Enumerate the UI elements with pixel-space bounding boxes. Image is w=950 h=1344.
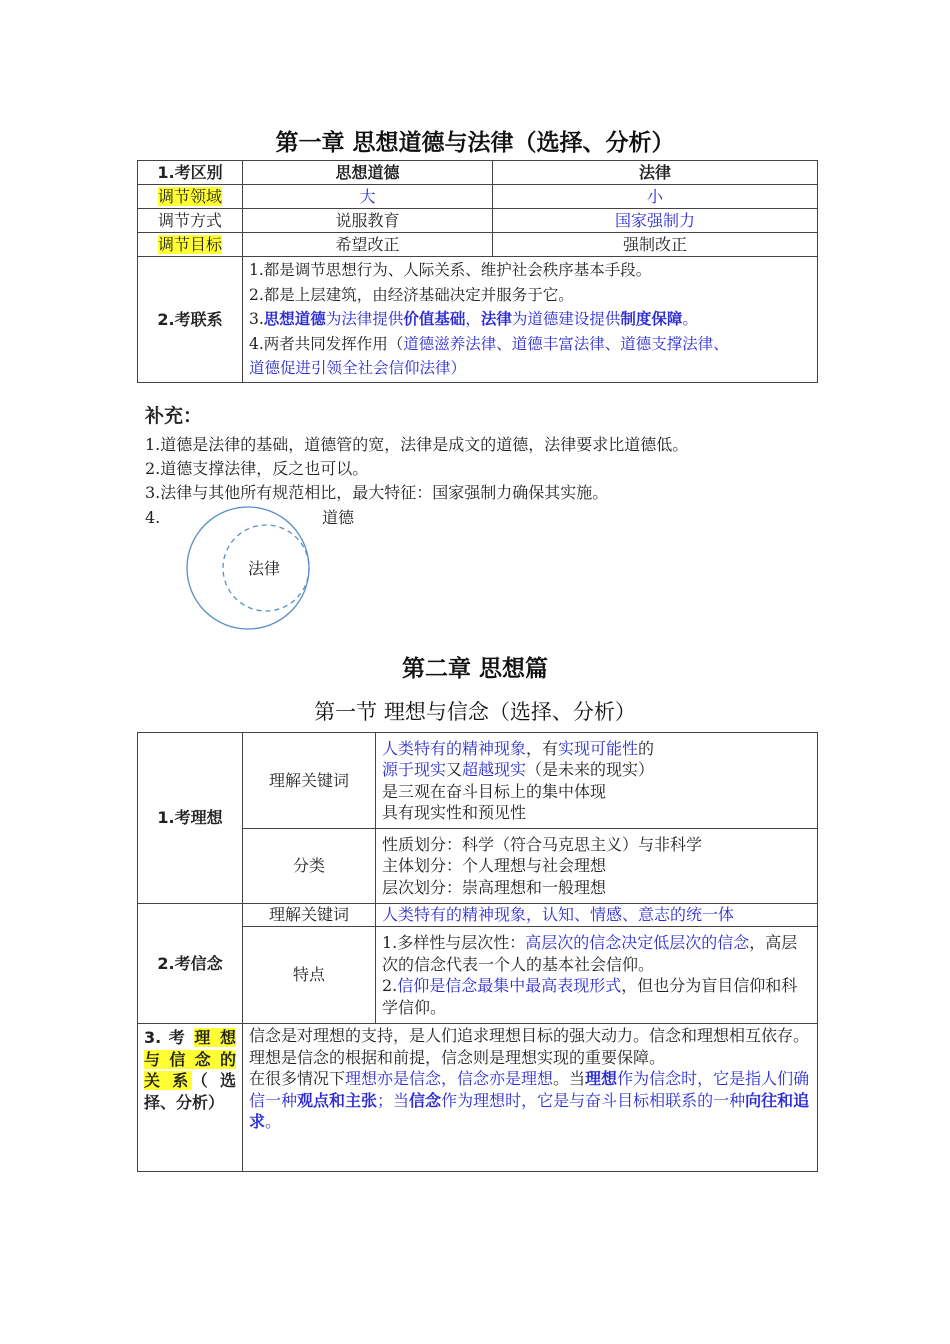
text-run: 在很多情况下 <box>249 1069 346 1088</box>
table-row <box>138 904 818 927</box>
supplement-item: 4. <box>145 508 161 527</box>
link-item-cont <box>249 356 811 381</box>
text-run: 为法律提供 <box>325 310 404 328</box>
table-row <box>138 1024 818 1172</box>
text-run: 作为信念时，它是指人们确信一种 <box>249 1069 810 1110</box>
supplement-item: 2.道德支撑法律，反之也可以。 <box>145 459 369 478</box>
text-run: 作为理想时，它是与奋斗目标相联系的一种 <box>441 1090 746 1110</box>
text-run: 道德滋养法律、道德丰富法律、道德支撑法律、 <box>403 334 729 353</box>
text-run: 理想亦是信念，信念亦是理想 <box>345 1069 554 1088</box>
link-item: 2.都是上层建筑，由经济基础决定并服务于它。 <box>249 285 574 304</box>
emphasis: 法律 <box>480 309 512 328</box>
content-cell <box>376 904 818 927</box>
text-run: 实现可能性 <box>558 738 639 758</box>
section-title: 第一节 理想与信念（选择、分析） <box>314 700 636 724</box>
row-label-cell <box>138 185 243 209</box>
row-label-cell: 2.考联系 <box>138 257 243 383</box>
sub-label-cell: 理解关键词 <box>243 904 376 927</box>
text-run: ；当 <box>377 1090 410 1110</box>
content-para <box>249 1068 811 1133</box>
text-run: 3. 考 <box>144 1028 195 1047</box>
text-run: 道德促进引领全社会信仰法律 <box>249 359 451 377</box>
content-cell <box>376 829 818 904</box>
table-cell: 说服教育 <box>243 209 493 233</box>
content-para <box>382 975 811 1018</box>
content-line: 是三观在奋斗目标上的集中体现 <box>382 781 607 801</box>
content-para: 信念是对理想的支持，是人们追求理想目标的强大动力。信念和理想相互依存。 <box>249 1026 810 1045</box>
sub-label-cell: 理解关键词 <box>243 733 376 829</box>
text-run: 1.多样性与层次性： <box>382 933 526 952</box>
chapter2-title: 第二章 思想篇 <box>401 656 548 682</box>
table-cell: 希望改正 <box>243 233 493 257</box>
emphasis: 思想道德 <box>263 309 326 328</box>
highlighted-label: 调节领域 <box>157 187 222 206</box>
ideal-belief-table <box>137 732 818 1172</box>
header-cell: 1.考区别 <box>138 161 243 185</box>
emphasis: 观点和主张 <box>297 1090 378 1110</box>
link-item <box>249 307 811 332</box>
content-cell <box>376 927 818 1024</box>
row-label-cell: 1.考理想 <box>138 733 243 904</box>
text-run: 为道德建设提供 <box>511 310 621 328</box>
table-row-links <box>138 257 818 383</box>
text-run: 。当 <box>553 1069 586 1088</box>
text-run: 源于现实 <box>382 760 447 779</box>
content-cell <box>243 1024 818 1172</box>
table-row <box>138 209 818 233</box>
table-cell: 强制改正 <box>493 233 818 257</box>
emphasis: 信念 <box>409 1090 442 1110</box>
diagram-outer-label: 道德 <box>322 508 355 527</box>
diagram-inner-label: 法律 <box>248 559 281 578</box>
text-run: 人类特有的精神现象 <box>382 738 527 758</box>
table-row <box>138 233 818 257</box>
text-run: ， <box>465 310 481 328</box>
emphasis: 向往和追求 <box>249 1090 810 1131</box>
sub-label-cell: 特点 <box>243 927 376 1024</box>
emphasis: 制度保障 <box>620 309 683 328</box>
emphasis: 理想 <box>585 1069 618 1088</box>
content-para <box>382 932 811 975</box>
sub-label-cell: 分类 <box>243 829 376 904</box>
content-line: 性质划分：科学（符合马克思主义）与非科学 <box>382 834 703 854</box>
content-line: 具有现实性和预见性 <box>382 803 527 822</box>
supplement-item: 3.法律与其他所有规范相比，最大特征：国家强制力确保其实施。 <box>145 483 609 502</box>
row-label-cell: 调节方式 <box>138 209 243 233</box>
header-cell: 思想道德 <box>243 161 493 185</box>
content-line: 层次划分：崇高理想和一般理想 <box>382 877 607 897</box>
text-run: 超越现实 <box>462 760 527 779</box>
emphasis: 价值基础 <box>403 309 466 328</box>
table-cell: 国家强制力 <box>493 209 818 233</box>
links-cell <box>243 257 818 383</box>
content-line: 主体划分：个人理想与社会理想 <box>382 856 607 876</box>
row-label-cell: 2.考信念 <box>138 904 243 1024</box>
text-run: 。 <box>682 310 698 328</box>
row-label-cell <box>138 233 243 257</box>
text-run: 的 <box>638 738 655 758</box>
highlighted-label: 理 想 与 信 念 的 关 系 <box>144 1028 236 1090</box>
text-run: ，有 <box>526 738 559 758</box>
table-row <box>138 185 818 209</box>
text-run: ） <box>450 359 467 377</box>
table-row <box>138 733 818 829</box>
header-cell: 法律 <box>493 161 818 185</box>
text-run: 信仰是信念最集中最高表现形式 <box>397 976 622 995</box>
supplement-title: 补充： <box>145 405 203 427</box>
text-run: 高层次的信念决定低层次的信念 <box>525 933 750 952</box>
item-number: 3. <box>249 310 264 328</box>
content-line <box>382 759 811 781</box>
content-para: 理想是信念的根据和前提，信念则是理想实现的重要保障。 <box>249 1047 666 1067</box>
text-run: ，高层次的信念代表一个人的基本社会信仰。 <box>382 933 798 974</box>
content-line: 人类特有的精神现象，认知、情感、意志的统一体 <box>382 905 735 925</box>
table-cell: 小 <box>493 185 818 209</box>
text-run: 2. <box>382 976 398 995</box>
text-run: （是未来的现实） <box>526 760 655 779</box>
text-run: 又 <box>446 760 463 779</box>
table-cell: 大 <box>243 185 493 209</box>
text-run: ，但也分为盲目信仰和科学信仰。 <box>382 976 798 1017</box>
law-morality-table <box>137 160 818 383</box>
row-label-cell <box>138 1024 243 1172</box>
link-item <box>249 332 811 357</box>
text-run: 4.两者共同发挥作用（ <box>249 334 404 353</box>
link-item: 1.都是调节思想行为、人际关系、维护社会秩序基本手段。 <box>249 261 652 279</box>
supplement-item: 1.道德是法律的基础，道德管的宽，法律是成文的道德，法律要求比道德低。 <box>145 435 689 454</box>
table-header-row <box>138 161 818 185</box>
text-run: （ 选 择、分析） <box>144 1071 236 1112</box>
content-cell <box>376 733 818 829</box>
highlighted-label: 调节目标 <box>157 235 222 254</box>
chapter1-title: 第一章 思想道德与法律（选择、分析） <box>275 130 675 156</box>
text-run: 。 <box>265 1112 282 1131</box>
content-line <box>382 738 811 760</box>
